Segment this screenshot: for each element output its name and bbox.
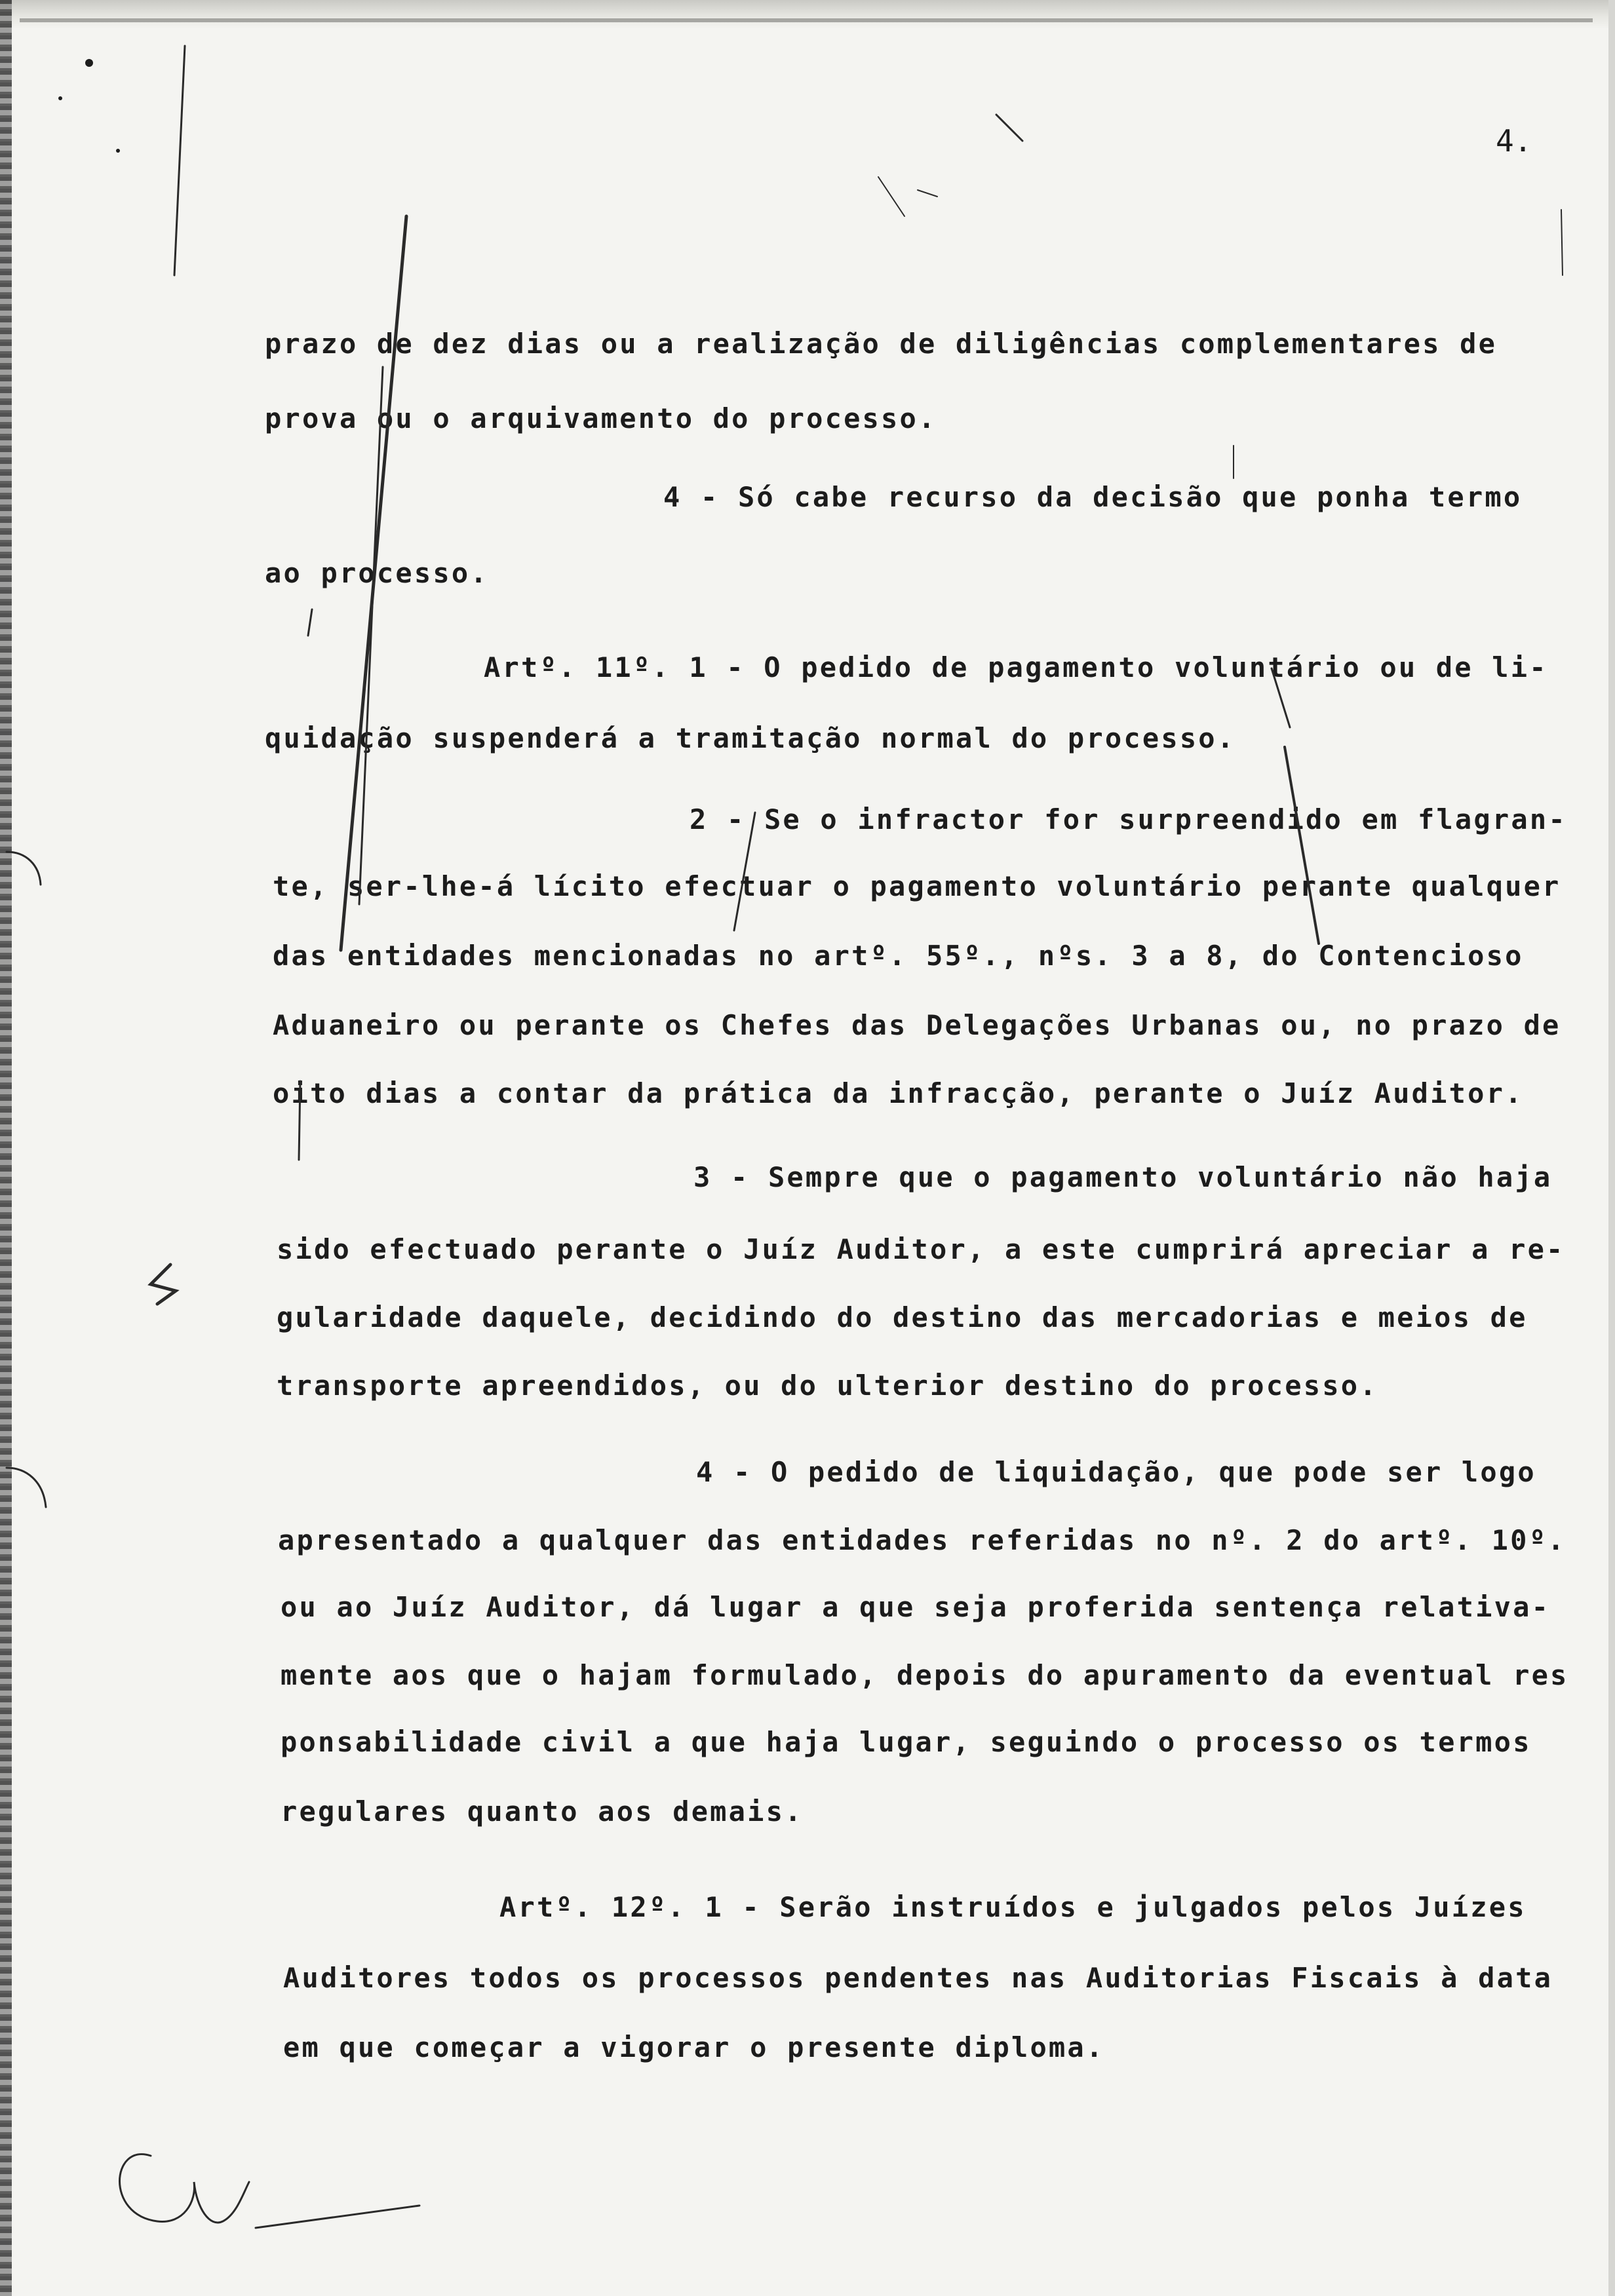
text-line: em que começar a vigorar o presente diploma.	[283, 2031, 1105, 2063]
text-line: transporte apreendidos, ou do ulterior destino do processo.	[277, 1369, 1378, 1402]
margin-pen-stroke	[734, 813, 755, 930]
text-line: Auditores todos os processos pendentes nas Auditorias Fiscais à data	[283, 1962, 1553, 1994]
text-line: 3 - Sempre que o pagamento voluntário não haja	[693, 1161, 1553, 1193]
text-line: oito dias a contar da prática da infracção, perante o Juíz Auditor.	[273, 1077, 1524, 1109]
margin-pen-stroke	[299, 1081, 300, 1160]
margin-pen-stroke	[1285, 747, 1319, 944]
margin-pen-stroke	[359, 367, 383, 904]
ink-dot	[85, 59, 93, 67]
margin-pen-stroke	[996, 115, 1022, 141]
signature-stroke	[256, 2206, 419, 2228]
text-line: regulares quanto aos demais.	[281, 1795, 804, 1827]
margin-pen-stroke	[1272, 668, 1290, 727]
text-line: prova ou o arquivamento do processo.	[265, 402, 937, 434]
page-number: 4.	[1496, 123, 1532, 159]
text-line: sido efectuado perante o Juíz Auditor, a este cumprirá apreciar a re-	[277, 1233, 1565, 1265]
ink-dot	[58, 96, 62, 100]
margin-pen-stroke	[174, 46, 185, 275]
text-line: mente aos que o hajam formulado, depois do apuramento da eventual res	[281, 1659, 1569, 1691]
text-line: ponsabilidade civil a que haja lugar, seguindo o processo os termos	[281, 1726, 1532, 1758]
margin-pen-stroke	[918, 190, 937, 197]
text-line: 4 - Só cabe recurso da decisão que ponha termo	[663, 481, 1523, 513]
margin-pen-stroke	[1561, 210, 1563, 275]
margin-mark	[151, 1265, 176, 1304]
text-line: Artº. 12º. 1 - Serão instruídos e julgados pelos Juízes	[499, 1891, 1527, 1923]
text-line: quidação suspenderá a tramitação normal do processo.	[265, 722, 1236, 754]
text-line: te, ser-lhe-á lícito efectuar o pagamento voluntário perante qualquer	[273, 870, 1561, 902]
signature-initials	[120, 2154, 250, 2223]
text-line: 4 - O pedido de liquidação, que pode ser logo	[696, 1456, 1536, 1488]
text-line: apresentado a qualquer das entidades referidas no nº. 2 do artº. 10º.	[278, 1524, 1566, 1556]
text-line: Artº. 11º. 1 - O pedido de pagamento voluntário ou de li-	[484, 651, 1548, 683]
text-line: ou ao Juíz Auditor, dá lugar a que seja proferida sentença relativa-	[281, 1591, 1551, 1623]
text-line: 2 - Se o infractor for surpreendido em flagran-	[690, 803, 1567, 835]
ink-dot	[116, 149, 120, 153]
margin-pen-stroke	[878, 177, 905, 216]
text-line: Aduaneiro ou perante os Chefes das Delegações Urbanas ou, no prazo de	[273, 1009, 1561, 1041]
text-line: ao processo.	[265, 557, 489, 589]
margin-mark	[7, 1468, 46, 1507]
text-line: prazo de dez dias ou a realização de diligências complementares de	[265, 328, 1498, 360]
text-line: gularidade daquele, decidindo do destino das mercadorias e meios de	[277, 1301, 1528, 1333]
text-line: das entidades mencionadas no artº. 55º., nºs. 3 a 8, do Contencioso	[273, 940, 1524, 972]
margin-mark	[7, 852, 41, 885]
margin-pen-stroke	[308, 609, 312, 636]
